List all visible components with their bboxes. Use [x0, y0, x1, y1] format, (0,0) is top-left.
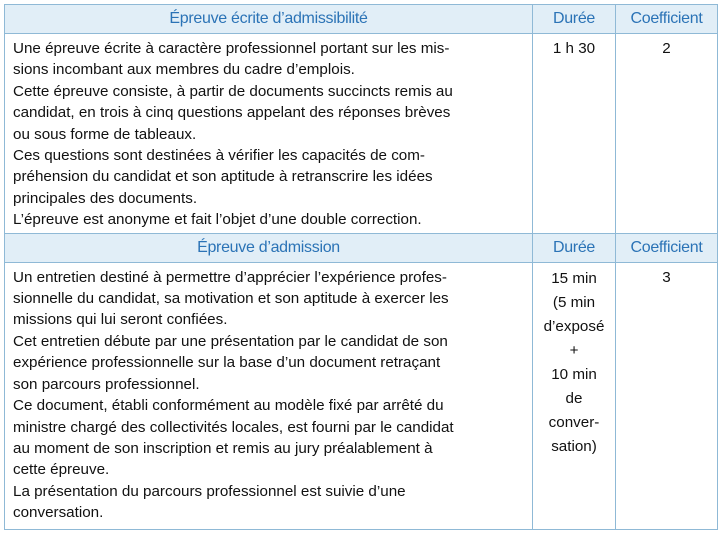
- description-line: Une épreuve écrite à caractère professionnel portant sur les mis-: [13, 40, 450, 57]
- description-line: sionnelle du candidat, sa motivation et son aptitude à exercer les: [13, 290, 449, 308]
- description-line: Un entretien destiné à permettre d’apprécier l’expérience profes-: [13, 268, 447, 286]
- duration-line: sation): [551, 437, 597, 455]
- duration-line: conver-: [548, 413, 600, 431]
- description-line: son parcours professionnel.: [13, 375, 200, 393]
- duration-line: de: [565, 389, 583, 407]
- duration-line: (5 min: [552, 293, 596, 311]
- description-line: L’épreuve est anonyme et fait l’objet d’une double correction.: [13, 211, 422, 229]
- description-line: principales des documents.: [13, 189, 198, 207]
- duration-line: 10 min: [551, 365, 597, 383]
- description-line: expérience professionnelle sur la base d’un document retraçant: [13, 354, 441, 372]
- duration-line: d’exposé: [543, 317, 605, 335]
- admission-coefficient: 3: [616, 262, 718, 529]
- description-line: Ce document, établi conformément au modèle fixé par arrêté du: [13, 397, 444, 415]
- admissibility-body-row: [5, 34, 718, 234]
- description-line: sions incombant aux membres du cadre d’emplois.: [13, 61, 355, 79]
- admission-description: [5, 262, 533, 529]
- description-line: Cette épreuve consiste, à partir de documents succincts remis au: [13, 82, 453, 100]
- description-line: Cet entretien débute par une présentation par le candidat de son: [13, 332, 448, 350]
- duration-line: 15 min: [551, 269, 597, 287]
- admission-body-row: [5, 262, 718, 529]
- admission-header-row: [5, 233, 718, 262]
- admission-duration: [533, 262, 616, 529]
- exam-table: [4, 4, 718, 530]
- description-line: préhension du candidat et son aptitude à retranscrire les idées: [13, 168, 433, 186]
- admissibility-header-row: [5, 5, 718, 34]
- admission-coefficient-header: Coefficient: [616, 233, 718, 262]
- description-line: conversation.: [13, 504, 104, 522]
- duration-line: +: [569, 341, 579, 359]
- admissibility-duration-header: Durée: [533, 5, 616, 34]
- admissibility-coefficient: 2: [616, 34, 718, 234]
- admission-duration-header: Durée: [533, 233, 616, 262]
- admissibility-title: Épreuve écrite d’admissibilité: [5, 5, 533, 34]
- description-line: cette épreuve.: [13, 461, 110, 479]
- description-line: missions qui lui seront confiées.: [13, 311, 228, 329]
- description-line: au moment de son inscription et remis au jury préalablement à: [13, 439, 433, 457]
- admissibility-description: [5, 34, 533, 234]
- description-line: Ces questions sont destinées à vérifier les capacités de com-: [13, 147, 425, 165]
- description-line: candidat, en trois à cinq questions appelant des réponses brèves: [13, 104, 451, 122]
- description-line: La présentation du parcours professionnel est suivie d’une: [13, 482, 406, 500]
- admissibility-duration: 1 h 30: [533, 34, 616, 234]
- admission-title: Épreuve d’admission: [5, 233, 533, 262]
- description-line: ministre chargé des collectivités locales, est fourni par le candidat: [13, 418, 454, 436]
- admissibility-coefficient-header: Coefficient: [616, 5, 718, 34]
- description-line: ou sous forme de tableaux.: [13, 125, 197, 143]
